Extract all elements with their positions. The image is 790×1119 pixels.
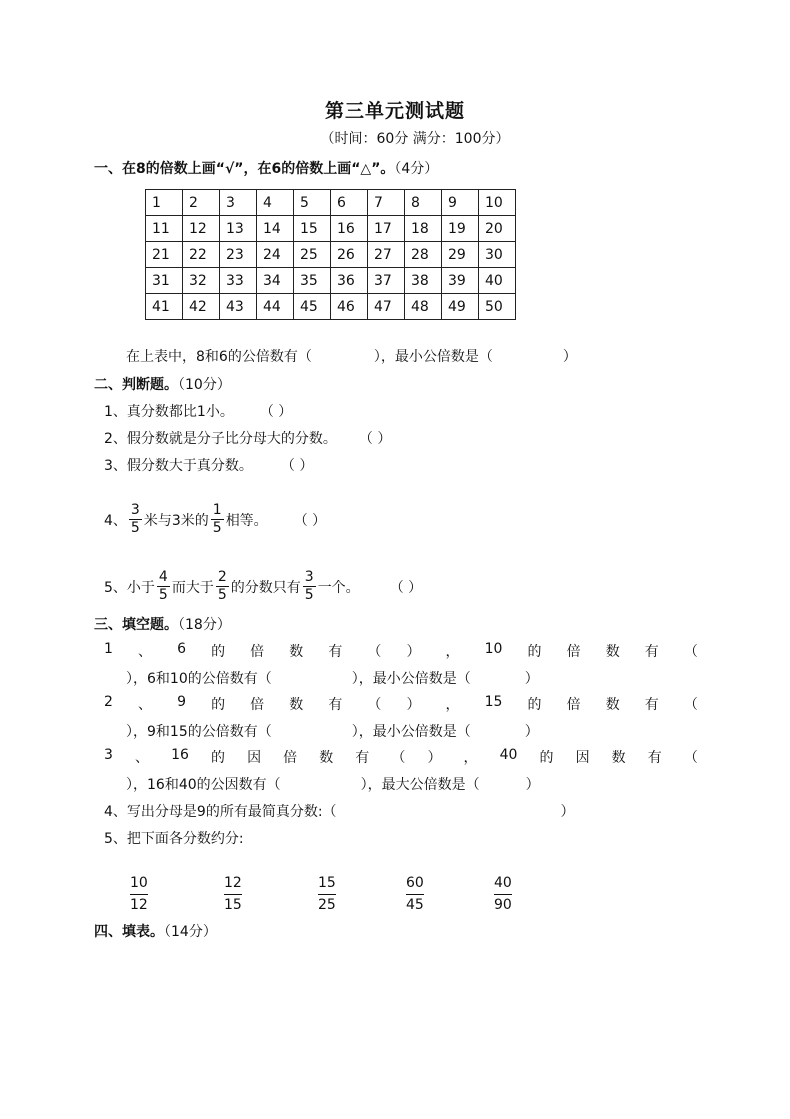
grid-cell[interactable]: 45 bbox=[294, 294, 331, 320]
tf-question-4 bbox=[104, 502, 326, 537]
tf-q2-text: 2、假分数就是分子比分母大的分数。 bbox=[104, 431, 337, 447]
fill-line-token: 有 bbox=[328, 644, 343, 660]
grid-cell[interactable]: 15 bbox=[294, 216, 331, 242]
fill-line-token: （ bbox=[683, 644, 698, 660]
fill-line-token: 有 bbox=[328, 697, 343, 713]
fill-line-token: 数 bbox=[605, 697, 620, 713]
grid-cell[interactable]: 17 bbox=[368, 216, 405, 242]
fill-line-token: 6 bbox=[177, 641, 186, 657]
fill-line-token: （ bbox=[367, 644, 382, 660]
reduce-fraction-den: 12 bbox=[130, 897, 148, 913]
grid-cell[interactable]: 48 bbox=[405, 294, 442, 320]
grid-row bbox=[146, 190, 516, 216]
fill-line-token: 、 bbox=[138, 644, 152, 660]
grid-row bbox=[146, 216, 516, 242]
followup-text-b: ），最小公倍数是（ bbox=[373, 349, 493, 365]
fill-line-token: （ bbox=[367, 697, 382, 713]
fill-line-token: 1 bbox=[104, 641, 113, 657]
tf-q5-mid2: 的分数只有 bbox=[230, 579, 301, 596]
frac-num: 4 bbox=[158, 569, 168, 585]
fill-line-token: 的 bbox=[211, 644, 226, 660]
grid-row bbox=[146, 268, 516, 294]
section1-score: （4分） bbox=[394, 161, 439, 177]
section4-title: 四、填表。 bbox=[94, 924, 164, 940]
fraction-4-5 bbox=[157, 569, 170, 604]
followup-text-c: ） bbox=[562, 349, 577, 365]
grid-cell[interactable]: 21 bbox=[146, 242, 183, 268]
fill-line-token: 因 bbox=[247, 750, 262, 766]
fill-line-token: ， bbox=[463, 750, 478, 766]
grid-cell[interactable]: 38 bbox=[405, 268, 442, 294]
section1-heading bbox=[94, 158, 438, 178]
grid-cell[interactable]: 40 bbox=[479, 268, 516, 294]
section2-heading bbox=[94, 374, 231, 394]
grid-cell[interactable]: 13 bbox=[220, 216, 257, 242]
fill-q2-text-a: ），9和15的公倍数有（ bbox=[126, 724, 272, 740]
tf-q4-mid: 米与3米的 bbox=[143, 512, 209, 529]
grid-cell[interactable]: 19 bbox=[442, 216, 479, 242]
fill-line-token: 数 bbox=[319, 750, 334, 766]
frac-num: 3 bbox=[130, 502, 140, 518]
grid-cell[interactable]: 28 bbox=[405, 242, 442, 268]
grid-cell[interactable]: 42 bbox=[183, 294, 220, 320]
fill-line-token: ） bbox=[406, 697, 421, 713]
fill-line-token: 数 bbox=[289, 697, 304, 713]
grid-row bbox=[146, 294, 516, 320]
fill-q2-text-c: ） bbox=[524, 724, 539, 740]
frac-den: 5 bbox=[158, 587, 168, 603]
followup-text-a: 在上表中，8和6的公倍数有（ bbox=[126, 349, 312, 365]
grid-cell[interactable]: 31 bbox=[146, 268, 183, 294]
grid-cell[interactable]: 26 bbox=[331, 242, 368, 268]
frac-den: 5 bbox=[304, 587, 314, 603]
fill-line-token: 40 bbox=[499, 747, 518, 763]
grid-cell[interactable]: 47 bbox=[368, 294, 405, 320]
grid-cell[interactable]: 50 bbox=[479, 294, 516, 320]
grid-cell[interactable]: 2 bbox=[183, 190, 220, 216]
tf-question-1 bbox=[104, 401, 292, 421]
tf-q5-suffix: 一个。 bbox=[317, 579, 360, 596]
reduce-fraction-num: 15 bbox=[318, 875, 336, 891]
section4-score: （14分） bbox=[164, 924, 217, 940]
section1-title: 一、在8的倍数上画“√”，在6的倍数上画“△”。 bbox=[94, 161, 395, 177]
tf-q4-prefix: 4、 bbox=[104, 512, 127, 529]
fill-line-token: 的 bbox=[539, 750, 554, 766]
fill-line-token: 数 bbox=[289, 644, 304, 660]
grid-cell[interactable]: 3 bbox=[220, 190, 257, 216]
fill-line-token: 15 bbox=[484, 694, 503, 710]
tf-q2-answer[interactable]: （ ） bbox=[358, 431, 392, 447]
fraction-1-5 bbox=[211, 502, 224, 537]
fill-line-token: 的 bbox=[527, 697, 542, 713]
fill-q2-line2 bbox=[126, 721, 539, 741]
reduce-fraction bbox=[130, 874, 148, 915]
fill-line-token: （ bbox=[683, 750, 698, 766]
fill-line-token: 的 bbox=[527, 644, 542, 660]
grid-cell[interactable]: 9 bbox=[442, 190, 479, 216]
tf-q3-answer[interactable]: （ ） bbox=[280, 458, 314, 474]
tf-q4-answer[interactable]: （ ） bbox=[293, 512, 327, 529]
grid-cell[interactable]: 23 bbox=[220, 242, 257, 268]
fill-q1-text-b: ），最小公倍数是（ bbox=[351, 671, 471, 687]
grid-row bbox=[146, 242, 516, 268]
number-grid bbox=[145, 189, 516, 320]
grid-cell[interactable]: 25 bbox=[294, 242, 331, 268]
fill-line-token: 3 bbox=[104, 747, 113, 763]
frac-num: 3 bbox=[304, 569, 314, 585]
fill-line-token: 、 bbox=[135, 750, 149, 766]
fill-line-token: 有 bbox=[647, 750, 662, 766]
tf-q5-mid1: 而大于 bbox=[171, 579, 214, 596]
grid-cell[interactable]: 6 bbox=[331, 190, 368, 216]
grid-cell[interactable]: 33 bbox=[220, 268, 257, 294]
fill-line-token: 倍 bbox=[566, 697, 581, 713]
grid-cell[interactable]: 46 bbox=[331, 294, 368, 320]
fill-q1-text-a: ），6和10的公倍数有（ bbox=[126, 671, 272, 687]
section3-heading bbox=[94, 614, 231, 634]
tf-q4-suffix: 相等。 bbox=[225, 512, 268, 529]
fill-q3-text-c: ） bbox=[525, 777, 540, 793]
grid-cell[interactable]: 49 bbox=[442, 294, 479, 320]
reduce-fraction-num: 40 bbox=[494, 875, 512, 891]
grid-cell[interactable]: 5 bbox=[294, 190, 331, 216]
grid-cell[interactable]: 27 bbox=[368, 242, 405, 268]
page-subtitle: （时间：60分 满分：100分） bbox=[320, 131, 510, 147]
tf-q5-answer[interactable]: （ ） bbox=[389, 579, 423, 596]
fill-line-token: 9 bbox=[177, 694, 186, 710]
fill-q4 bbox=[104, 801, 575, 821]
fill-line-token: ， bbox=[445, 644, 460, 660]
tf-q5-prefix: 5、小于 bbox=[104, 579, 155, 596]
fill-line-token: 数 bbox=[611, 750, 626, 766]
reduce-fraction bbox=[406, 874, 424, 915]
fill-line-token: 有 bbox=[644, 697, 659, 713]
reduce-fraction bbox=[224, 874, 242, 915]
fill-line-token: 的 bbox=[211, 697, 226, 713]
fill-q2-text-b: ），最小公倍数是（ bbox=[351, 724, 471, 740]
grid-cell[interactable]: 12 bbox=[183, 216, 220, 242]
reduce-fraction-den: 25 bbox=[318, 897, 336, 913]
frac-den: 5 bbox=[212, 520, 222, 536]
fill-line-token: 倍 bbox=[283, 750, 298, 766]
grid-cell[interactable]: 1 bbox=[146, 190, 183, 216]
grid-cell[interactable]: 29 bbox=[442, 242, 479, 268]
frac-den: 5 bbox=[130, 520, 140, 536]
fill-q1-line1 bbox=[104, 641, 698, 661]
grid-cell[interactable]: 8 bbox=[405, 190, 442, 216]
grid-cell[interactable]: 18 bbox=[405, 216, 442, 242]
reduce-fraction-den: 15 bbox=[224, 897, 242, 913]
fill-q4-close: ） bbox=[560, 804, 575, 820]
grid-cell[interactable]: 35 bbox=[294, 268, 331, 294]
fill-line-token: ） bbox=[427, 750, 442, 766]
fill-line-token: （ bbox=[683, 697, 698, 713]
fill-line-token: 2 bbox=[104, 694, 113, 710]
reduce-fraction-num: 60 bbox=[406, 875, 424, 891]
grid-cell[interactable]: 7 bbox=[368, 190, 405, 216]
frac-num: 1 bbox=[212, 502, 222, 518]
fill-line-token: ， bbox=[445, 697, 460, 713]
fill-line-token: ） bbox=[406, 644, 421, 660]
grid-cell[interactable]: 10 bbox=[479, 190, 516, 216]
section2-score: （10分） bbox=[178, 377, 231, 393]
fill-line-token: 数 bbox=[605, 644, 620, 660]
frac-num: 2 bbox=[217, 569, 227, 585]
tf-q3-text: 3、假分数大于真分数。 bbox=[104, 458, 253, 474]
grid-cell[interactable]: 22 bbox=[183, 242, 220, 268]
tf-question-5 bbox=[104, 569, 422, 604]
grid-cell[interactable]: 36 bbox=[331, 268, 368, 294]
frac-den: 5 bbox=[217, 587, 227, 603]
fill-q5: 5、把下面各分数约分: bbox=[104, 831, 244, 847]
grid-cell[interactable]: 24 bbox=[257, 242, 294, 268]
fraction-3-5b bbox=[303, 569, 316, 604]
fill-q3-text-b: ），最大公倍数是（ bbox=[360, 777, 480, 793]
grid-cell[interactable]: 39 bbox=[442, 268, 479, 294]
fill-line-token: 倍 bbox=[566, 644, 581, 660]
fill-q3-line1 bbox=[104, 747, 698, 767]
page-title: 第三单元测试题 bbox=[324, 100, 465, 122]
reduce-fraction-num: 12 bbox=[224, 875, 242, 891]
section4-heading bbox=[94, 921, 217, 941]
grid-cell[interactable]: 34 bbox=[257, 268, 294, 294]
tf-q1-answer[interactable]: （ ） bbox=[259, 404, 293, 420]
section1-followup bbox=[126, 346, 577, 366]
fill-line-token: 10 bbox=[484, 641, 503, 657]
section3-title: 三、填空题。 bbox=[94, 617, 178, 633]
grid-cell[interactable]: 4 bbox=[257, 190, 294, 216]
grid-cell[interactable]: 11 bbox=[146, 216, 183, 242]
reduce-fraction-den: 45 bbox=[406, 897, 424, 913]
fill-q1-text-c: ） bbox=[524, 671, 539, 687]
grid-cell[interactable]: 16 bbox=[331, 216, 368, 242]
fill-q1-line2 bbox=[126, 668, 539, 688]
section2-title: 二、判断题。 bbox=[94, 377, 178, 393]
fill-line-token: 有 bbox=[644, 644, 659, 660]
reduce-fraction bbox=[318, 874, 336, 915]
grid-cell[interactable]: 41 bbox=[146, 294, 183, 320]
fill-line-token: 倍 bbox=[250, 644, 265, 660]
grid-cell[interactable]: 37 bbox=[368, 268, 405, 294]
grid-cell[interactable]: 44 bbox=[257, 294, 294, 320]
grid-cell[interactable]: 43 bbox=[220, 294, 257, 320]
fraction-2-5 bbox=[216, 569, 229, 604]
fill-q3-text-a: ），16和40的公因数有（ bbox=[126, 777, 281, 793]
tf-question-2 bbox=[104, 428, 391, 448]
reduce-fraction-den: 90 bbox=[494, 897, 512, 913]
reduce-fraction bbox=[494, 874, 512, 915]
fill-q2-line1 bbox=[104, 694, 698, 714]
fill-line-token: 倍 bbox=[250, 697, 265, 713]
fill-q3-line2 bbox=[126, 774, 540, 794]
grid-cell[interactable]: 30 bbox=[479, 242, 516, 268]
fill-line-token: 、 bbox=[138, 697, 152, 713]
fill-line-token: （ bbox=[391, 750, 406, 766]
grid-cell[interactable]: 20 bbox=[479, 216, 516, 242]
tf-question-3 bbox=[104, 455, 313, 475]
fill-line-token: 的 bbox=[210, 750, 225, 766]
grid-cell[interactable]: 14 bbox=[257, 216, 294, 242]
fill-line-token: 有 bbox=[355, 750, 370, 766]
fraction-3-5 bbox=[129, 502, 142, 537]
fill-line-token: 16 bbox=[171, 747, 189, 763]
grid-cell[interactable]: 32 bbox=[183, 268, 220, 294]
fill-line-token: 因 bbox=[575, 750, 590, 766]
reduce-fraction-num: 10 bbox=[130, 875, 148, 891]
tf-q1-text: 1、真分数都比1小。 bbox=[104, 404, 234, 420]
fill-q4-text: 4、写出分母是9的所有最简真分数:（ bbox=[104, 804, 337, 820]
section3-score: （18分） bbox=[178, 617, 231, 633]
